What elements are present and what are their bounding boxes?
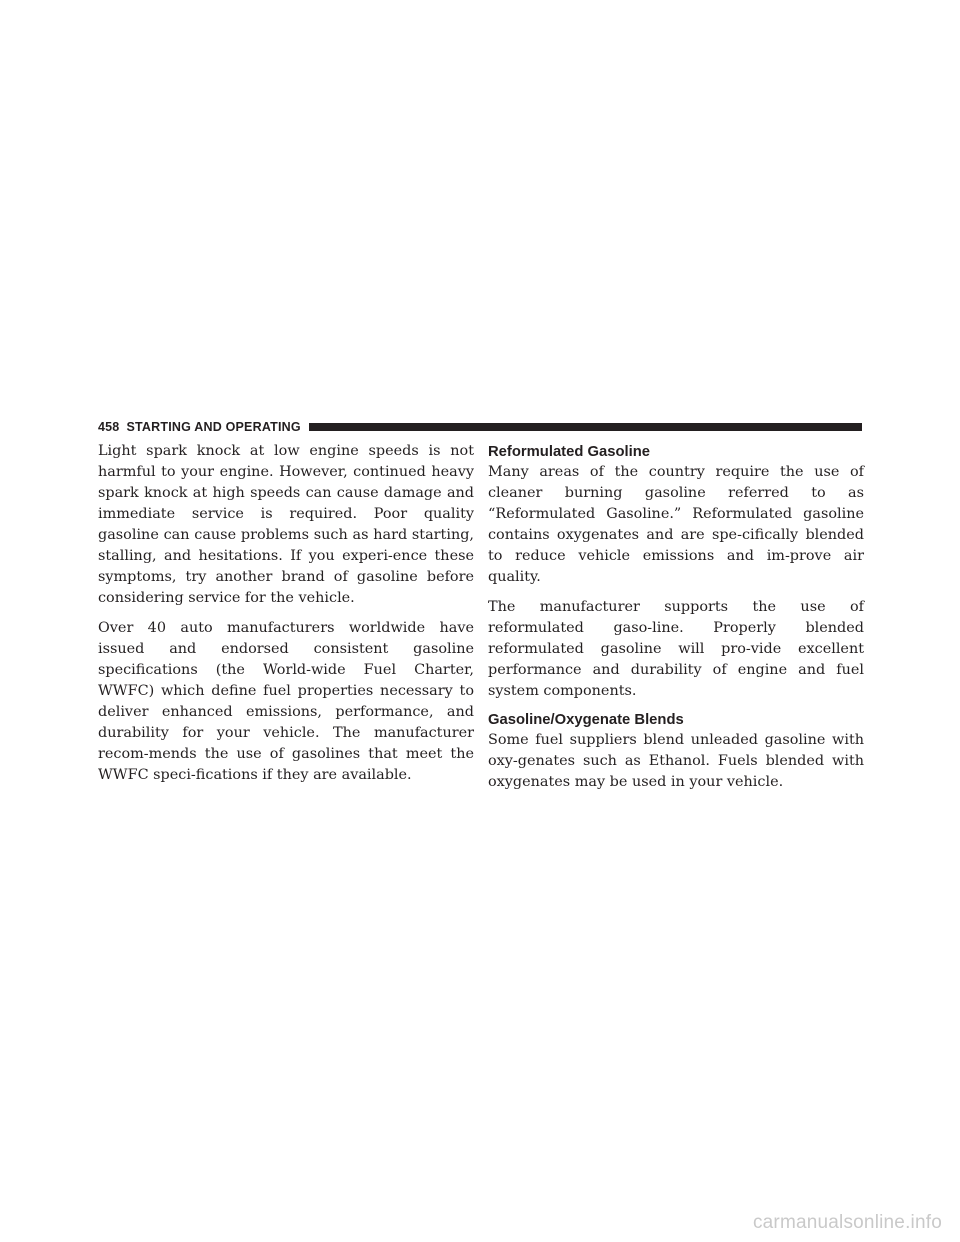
- header-rule: [309, 423, 862, 431]
- heading-oxygenate-blends: Gasoline/Oxygenate Blends: [488, 712, 684, 728]
- left-column: [98, 441, 474, 795]
- paragraph-wwfc: Over 40 auto manufacturers worldwide have issued and endorsed consistent gasoline specifications (the World-wide Fuel Charter, WWFC) which define fuel properties necessary to deliver enhanced emissions, performance, and durability for your vehicle. The manufacturer recom-mends the use of gasolines that meet the WWFC speci-fications if they are available.: [98, 620, 474, 783]
- paragraph-oxygenate-blends: Some fuel suppliers blend unleaded gasoline with oxy-genates such as Ethanol. Fuels blended with oxygenates may be used in your vehicle.: [488, 732, 864, 790]
- paragraph-reformulated-support: The manufacturer supports the use of reformulated gaso-line. Properly blended reformulated gasoline will pro-vide excellent performance and durability of engine and fuel system components.: [488, 599, 864, 699]
- heading-reformulated-gasoline: Reformulated Gasoline: [488, 444, 650, 460]
- page-header: [0, 418, 862, 436]
- right-column: [488, 441, 864, 802]
- page-number: 458: [98, 420, 120, 434]
- section-title: STARTING AND OPERATING: [126, 420, 301, 434]
- paragraph-reformulated-intro: Many areas of the country require the use of cleaner burning gasoline referred to as “Reformulated Gasoline.” Reformulated gasoline contains oxygenates and are spe-cifically blended to reduce vehicle emissions and im-prove air quality.: [488, 464, 864, 585]
- paragraph-spark-knock: Light spark knock at low engine speeds is not harmful to your engine. However, continued heavy spark knock at high speeds can cause damage and immediate service is required. Poor quality gasoline can cause problems such as hard starting, stalling, and hesitations. If you experi-ence these symptoms, try another brand of gasoline before considering service for the vehicle.: [98, 443, 474, 606]
- watermark-text: carmanualsonline.info: [752, 1212, 942, 1233]
